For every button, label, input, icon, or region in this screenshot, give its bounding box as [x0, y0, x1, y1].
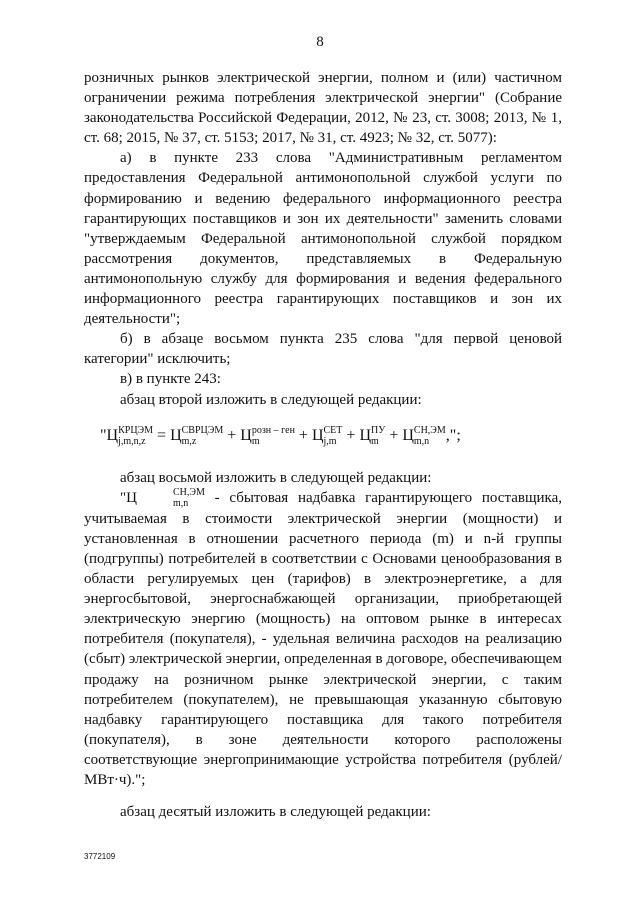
formula-term-pu: Ц ПУ m — [359, 424, 386, 447]
paragraph-instruction: абзац второй изложить в следующей редакции: — [120, 391, 422, 408]
paragraph-item-a: а) в пункте 233 слова "Административным регламентом предоставления Федеральной антимонопольной службой услуги по формированию и ведению федерального информационного реестра гарантирующих поставщиков и зон их деятельности" заменить словами "утверждаемым Федеральной антимонопольной службой порядком рассмотрения документов, представляемых в Федеральную антимонопольную службу для формирования и ведения федерального информационного реестра гарантирующих поставщиков и зон их деятельности"; — [84, 150, 562, 328]
formula-term-set: Ц СЕТ j,m — [311, 424, 343, 447]
paragraph-item-c: в) в пункте 243: — [120, 371, 221, 388]
formula-closing: ,"; — [445, 426, 461, 444]
formula — [100, 426, 461, 447]
formula-term-sn-em: Ц СН,ЭМ m,n — [402, 424, 446, 447]
formula-term-rozn-gen: Ц розн – ген m — [240, 424, 295, 447]
plus-sign: + — [227, 426, 237, 444]
plus-sign: + — [389, 426, 399, 444]
document-code: 3772109 — [84, 852, 116, 861]
definition-text: - сбытовая надбавка гарантирующего поставщика, — [214, 489, 562, 506]
paragraph: розничных рынков электрической энергии, полном и (или) частичном ограничении режима потребления электрической энергии" (Собрание законодательства Российской Федерации, 2012, № 23, ст. 3008; 2013, № 1, ст. 68; 2015, № 37, ст. 5153; 2017, № 31, ст. 4923; № 32, ст. 5077): — [84, 70, 562, 147]
paragraph-definition-body: учитываемая в стоимости электрической энергии (мощности) и установленная в отношении расчетного периода (m) и n-й группы (подгруппы) потребителей в соответствии с Основами ценообразования в области регулируемых цен (тарифов) в электроэнергетике, а для энергосбытовой, энергоснабжающей организации, приобретающей электрическую энергию (мощность) на оптовом рынке в интересах потребителя (покупателя), - удельная величина расходов на реализацию (сбыт) электрической энергии, определенная в договоре, обеспечивающем продажу на розничном рынке электрической энергии, с таким потребителем (покупателем), не превышающая указанную сбытовую надбавку гарантирующего поставщика для такого потребителя (покупателя), в зоне деятельности которого расположены соответствующие энергопринимающие устройства потребителя (рублей/МВт·ч)."; — [84, 510, 562, 788]
plus-sign: + — [346, 426, 356, 444]
formula-term-svrcem: Ц СВРЦЭМ m,z — [170, 424, 224, 447]
formula-block — [84, 414, 562, 458]
paragraph-item-b: б) в абзаце восьмом пункта 235 слова "для первой ценовой категории" исключить; — [84, 331, 562, 368]
plus-sign: + — [298, 426, 308, 444]
definition-symbol: Ц СН,ЭМ m,n — [126, 486, 205, 509]
quote-mark: " — [100, 426, 107, 444]
page-number: 8 — [316, 34, 324, 50]
formula-term-crcem: Ц КРЦЭМ j,m,n,z — [106, 424, 154, 447]
paragraph-instruction: абзац восьмой изложить в следующей редакции: — [120, 469, 432, 486]
paragraph-instruction: абзац десятый изложить в следующей редакции: — [120, 804, 431, 821]
equals-sign: = — [157, 426, 167, 444]
definition-line: "Ц СН,ЭМ m,n - сбытовая надбавка гарантирующего поставщика, — [120, 486, 562, 509]
document-body — [84, 68, 562, 822]
